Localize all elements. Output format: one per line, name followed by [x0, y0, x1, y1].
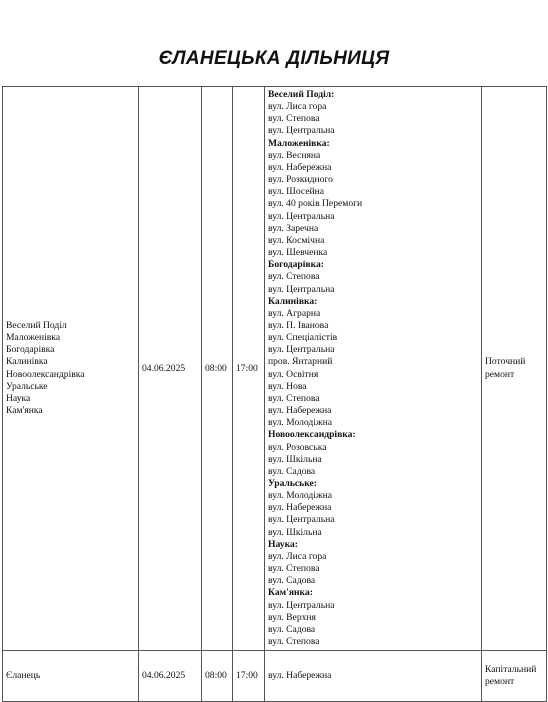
work-type-cell: Поточний ремонт	[482, 87, 547, 651]
street-name: вул. Набережна	[268, 405, 332, 417]
street-name: вул. Центральна	[268, 514, 335, 526]
settlement-name: Кам'янка	[6, 405, 43, 417]
settlement-name: Богодарівка	[6, 344, 55, 356]
street-name: вул. Садова	[268, 575, 316, 587]
street-name: вул. Нова	[268, 380, 307, 392]
street-name: вул. Степова	[268, 563, 320, 575]
settlement-heading: Богодарівка:	[268, 259, 324, 271]
streets-cell	[265, 651, 482, 702]
street-name: вул. Степова	[268, 113, 320, 125]
street-name: вул. Шкільна	[268, 453, 322, 465]
settlement-heading: Кам'янка:	[268, 587, 313, 599]
street-name: вул. Молодіжна	[268, 490, 332, 502]
settlements-cell	[3, 87, 139, 651]
settlement-heading: Калинівка:	[268, 295, 318, 307]
street-name: вул. Центральна	[268, 599, 335, 611]
settlement-name: Новоолександрівка	[6, 368, 85, 380]
street-name: вул. Освітня	[268, 368, 319, 380]
end-time-cell: 17:00	[233, 651, 265, 702]
street-name: вул. Розовська	[268, 441, 327, 453]
street-name: вул. Набережна	[268, 670, 332, 682]
settlement-heading: Маложенівка:	[268, 137, 330, 149]
street-name: вул. Верхня	[268, 611, 316, 623]
street-name: вул. 40 років Перемоги	[268, 198, 363, 210]
street-name: вул. Степова	[268, 392, 320, 404]
street-name: вул. Молодіжна	[268, 417, 332, 429]
street-name: вул. Лиса гора	[268, 101, 327, 113]
street-name: вул. Садова	[268, 465, 316, 477]
streets-cell	[265, 87, 482, 651]
work-type-cell: Капітальний ремонт	[482, 651, 547, 702]
street-name: вул. Весняна	[268, 149, 321, 161]
settlements-cell	[3, 651, 139, 702]
street-name: вул. Центральна	[268, 210, 335, 222]
start-time-cell: 08:00	[202, 87, 233, 651]
street-name: вул. Шкільна	[268, 526, 322, 538]
settlement-name: Уральське	[6, 380, 48, 392]
settlement-name: Маложенівка	[6, 332, 61, 344]
page-title: ЄЛАНЕЦЬКА ДІЛЬНИЦЯ	[158, 48, 390, 69]
date-cell: 04.06.2025	[139, 651, 202, 702]
street-name: вул. Набережна	[268, 161, 332, 173]
street-name: вул. П. Іванова	[268, 319, 329, 331]
street-name: вул. Центральна	[268, 283, 335, 295]
settlement-name: Калинівка	[6, 356, 48, 368]
street-name: вул. Степова	[268, 636, 320, 648]
street-name: вул. Заречна	[268, 222, 319, 234]
street-name: вул. Центральна	[268, 125, 335, 137]
end-time-cell: 17:00	[233, 87, 265, 651]
street-name: вул. Шевченка	[268, 247, 328, 259]
settlement-heading: Веселий Поділ:	[268, 89, 335, 100]
start-time-cell: 08:00	[202, 651, 233, 702]
table-row	[3, 87, 547, 651]
street-name: вул. Набережна	[268, 502, 332, 514]
street-name: вул. Садова	[268, 623, 316, 635]
settlement-heading: Уральське:	[268, 478, 317, 489]
outage-schedule-table	[2, 86, 547, 702]
street-name: вул. Розкидного	[268, 174, 333, 186]
street-name: вул. Степова	[268, 271, 320, 283]
settlement-name: Єланець	[6, 670, 41, 682]
settlement-name: Наука	[6, 392, 31, 404]
settlement-heading: Наука:	[268, 538, 298, 550]
settlement-name: Веселий Поділ	[6, 319, 67, 331]
street-name: пров. Янтарний	[268, 356, 333, 368]
street-name: вул. Спеціалістів	[268, 332, 338, 344]
table-row	[3, 651, 547, 702]
street-name: вул. Лиса гора	[268, 550, 327, 562]
street-name: вул. Космічна	[268, 234, 325, 246]
street-name: вул. Шосейна	[268, 186, 325, 198]
date-cell: 04.06.2025	[139, 87, 202, 651]
street-name: вул. Аграрна	[268, 307, 321, 319]
street-name: вул. Центральна	[268, 344, 335, 356]
settlement-heading: Новоолександрівка:	[268, 429, 356, 441]
